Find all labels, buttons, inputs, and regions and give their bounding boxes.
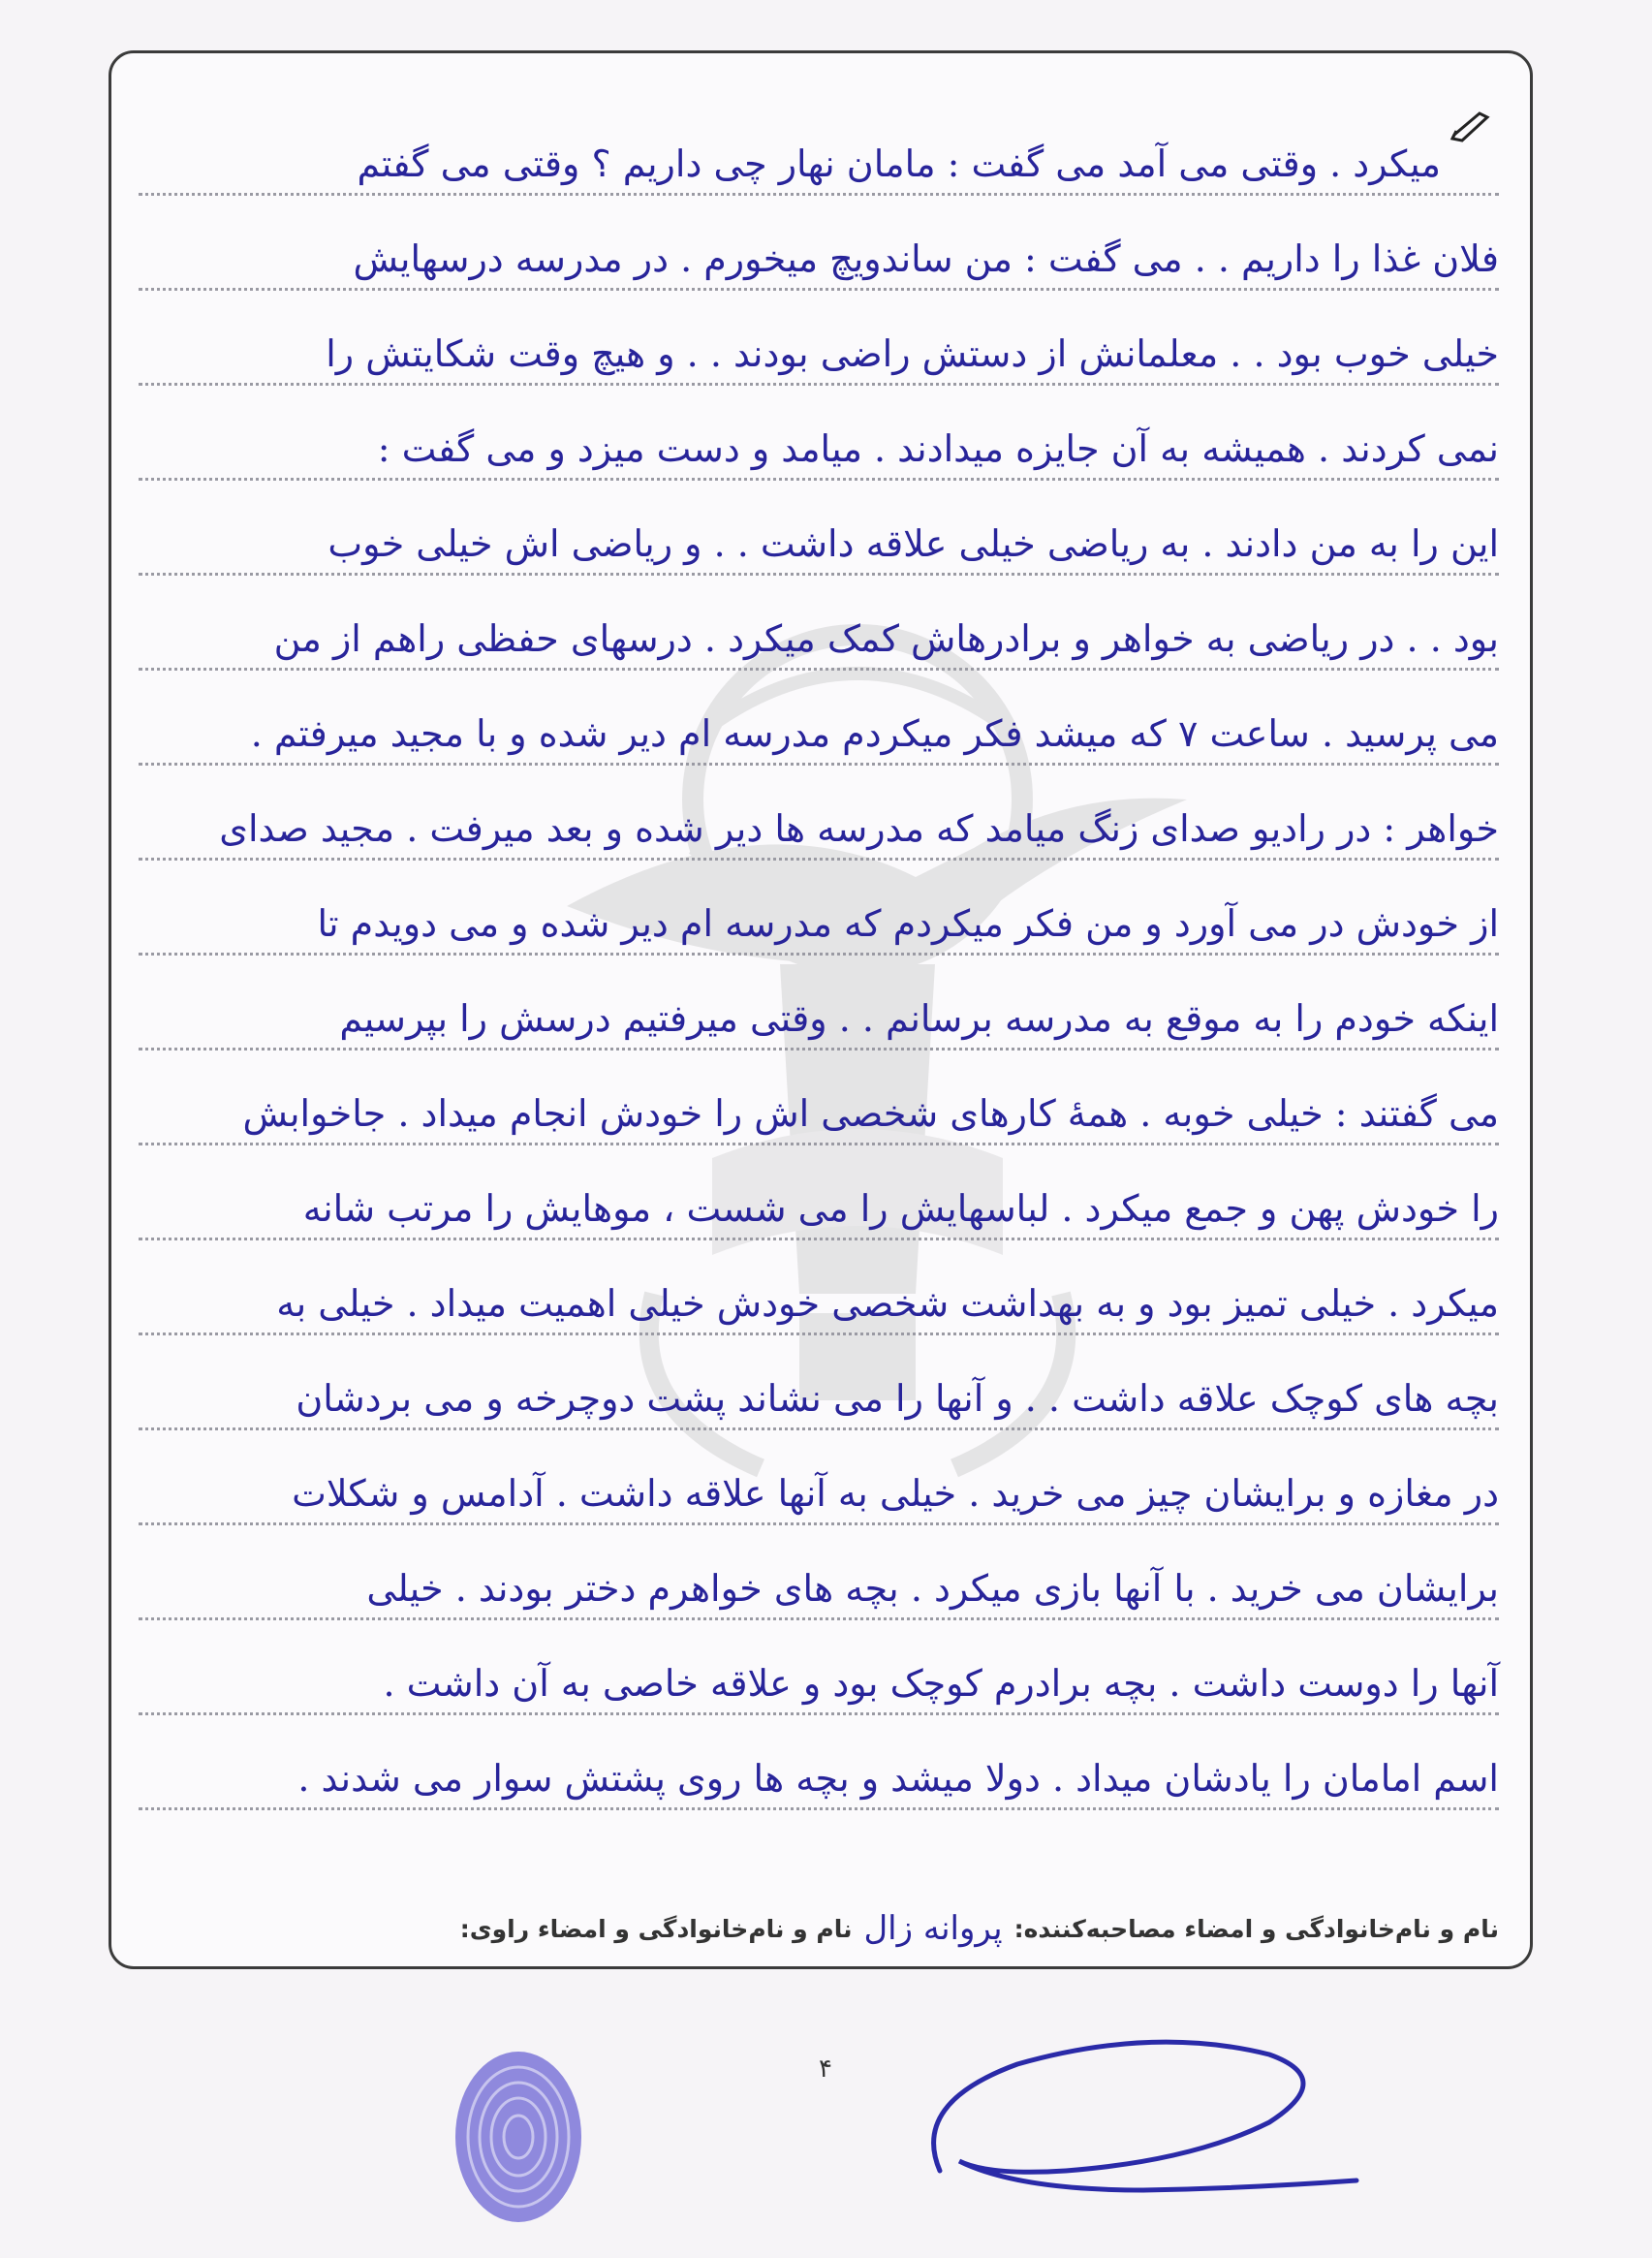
handwritten-lines: [111, 53, 1530, 1966]
line-text: را خودش پهن و جمع میکرد . لباسهایش را می شست ، موهایش را مرتب شانه: [302, 1187, 1499, 1231]
line-text: از خودش در می آورد و من فکر میکردم که مدرسه ام دیر شده و می دویدم تا: [317, 902, 1499, 946]
line-text: برایشان می خرید . با آنها بازی میکرد . بچه های خواهرم دختر بودند . خیلی: [366, 1567, 1499, 1611]
signature-mark: [901, 2025, 1405, 2219]
text-line: [139, 1429, 1499, 1525]
line-text: نمی کردند . همیشه به آن جایزه میدادند . میامد و دست میزد و می گفت :: [377, 427, 1499, 471]
text-line: [139, 290, 1499, 386]
text-line: [139, 1050, 1499, 1145]
line-text: اینکه خودم را به موقع به مدرسه برسانم . . وقتی میرفتیم درسش را بپرسیم: [339, 997, 1499, 1041]
page-frame: [109, 50, 1533, 1969]
text-line: [139, 480, 1499, 576]
text-line: [139, 1619, 1499, 1715]
text-line: [139, 670, 1499, 766]
text-line: [139, 385, 1499, 481]
line-text: اسم امامان را یادشان میداد . دولا میشد و بچه ها روی پشتش سوار می شدند .: [297, 1757, 1499, 1801]
footer-signature-row: [139, 1895, 1499, 1962]
text-line: [139, 955, 1499, 1051]
line-text: این را به من دادند . به ریاضی خیلی علاقه داشت . . و ریاضی اش خیلی خوب: [327, 522, 1499, 566]
text-line: [139, 1334, 1499, 1430]
line-text: فلان غذا را داریم . . می گفت : من ساندویچ میخورم . در مدرسه درسهایش: [353, 237, 1499, 281]
text-line: [139, 575, 1499, 671]
text-line: [139, 195, 1499, 291]
line-text: خیلی خوب بود . . معلمانش از دستش راضی بودند . . و هیچ وقت شکایتش را: [326, 332, 1499, 376]
line-text: در مغازه و برایشان چیز می خرید . خیلی به آنها علاقه داشت . آدامس و شکلات: [292, 1472, 1499, 1516]
line-text: خواهر : در رادیو صدای زنگ میامد که مدرسه ها دیر شده و بعد میرفت . مجید صدای: [219, 807, 1499, 851]
page-number: ۴: [819, 2054, 832, 2084]
narrator-label: نام و نام‌خانوادگی و امضاء راوی:: [459, 1914, 853, 1943]
text-line: [139, 1524, 1499, 1620]
line-text: میکرد . خیلی تمیز بود و به بهداشت شخصی خودش خیلی اهمیت میداد . خیلی به: [276, 1282, 1499, 1326]
interviewer-name: پروانه زال: [863, 1909, 1003, 1948]
text-line: [139, 860, 1499, 956]
line-text: بود . . در ریاضی به خواهر و برادرهاش کمک میکرد . درسهای حفظی راهم از من: [273, 617, 1499, 661]
line-text: آنها را دوست داشت . بچه برادرم کوچک بود و علاقه خاصی به آن داشت .: [383, 1662, 1499, 1706]
line-text: میکرد . وقتی می آمد می گفت : مامان نهار چی داریم ؟ وقتی می گفتم: [357, 142, 1441, 186]
line-text: می پرسید . ساعت ۷ که میشد فکر میکردم مدرسه ام دیر شده و با مجید میرفتم .: [250, 712, 1499, 756]
text-line: [139, 765, 1499, 861]
text-line: [139, 1239, 1499, 1335]
interviewer-label: نام و نام‌خانوادگی و امضاء مصاحبه‌کننده:: [1013, 1914, 1499, 1943]
line-text: بچه های کوچک علاقه داشت . . و آنها را می نشاند پشت دوچرخه و می بردشان: [296, 1377, 1499, 1421]
text-line: [139, 1714, 1499, 1810]
text-line: [139, 100, 1499, 196]
fingerprint-mark: [446, 2045, 591, 2229]
line-text: می گفتند : خیلی خوبه . همهٔ کارهای شخصی اش را خودش انجام میداد . جاخوابش: [242, 1092, 1499, 1136]
text-line: [139, 1145, 1499, 1240]
